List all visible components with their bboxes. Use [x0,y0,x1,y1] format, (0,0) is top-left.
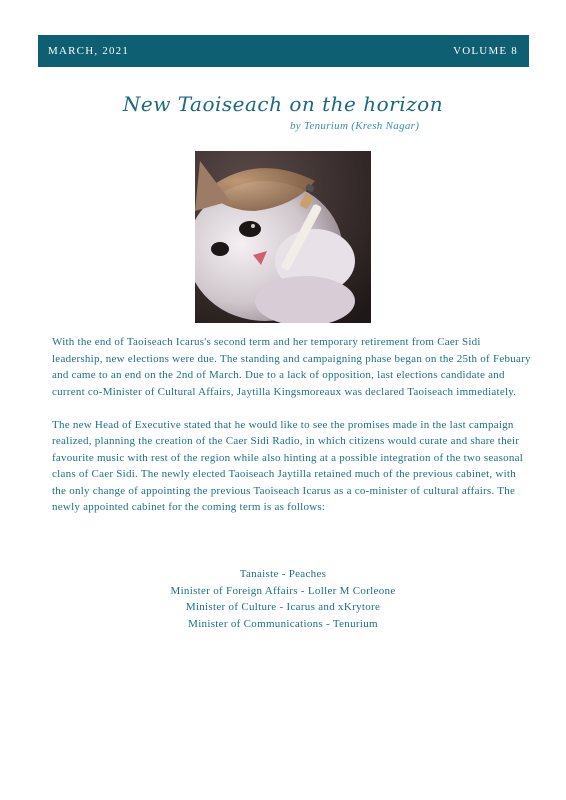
cat-photo-illustration [195,151,371,323]
issue-volume: VOLUME 8 [453,45,518,57]
cabinet-member: Minister of Communications - Tenurium [188,617,378,630]
cabinet-list [0,566,566,632]
article-body [52,334,532,516]
article-paragraph: The new Head of Executive stated that he would like to see the promises made in the last campaign realized, planning the creation of the Caer Sidi Radio, in which citizens would curate and share their favourite music with rest of the region while also hinting at a possible integration of the two seasonal clans of Caer Sidi. The newly elected Taoiseach Jaytilla retained much of the previous cabinet, with the only change of appointing the previous Taoiseach Icarus as a co-minister of cultural affairs. The newly appointed cabinet for the coming term is as follows: [52,418,524,513]
cabinet-member: Minister of Foreign Affairs - Loller M Corleone [170,584,396,597]
newsletter-header-bar [38,35,529,67]
article-byline: by Tenurium (Kresh Nagar) [290,120,420,132]
article-photo [195,151,371,323]
article-paragraph: With the end of Taoiseach Icarus's second term and her temporary retirement from Caer Sidi leadership, new elections were due. The standing and campaigning phase began on the 25th of Febuary and came to an end on the 2nd of March. Due to a lack of opposition, last elections candidate and current co-Minister of Cultural Affairs, Jaytilla Kingsmoreaux was declared Taoiseach immediately. [52,336,531,398]
cabinet-member: Minister of Culture - Icarus and xKrytore [185,601,381,613]
cabinet-member: Tanaiste - Peaches [239,568,327,580]
issue-date: MARCH, 2021 [48,45,130,57]
article-title: New Taoiseach on the horizon [122,92,444,116]
